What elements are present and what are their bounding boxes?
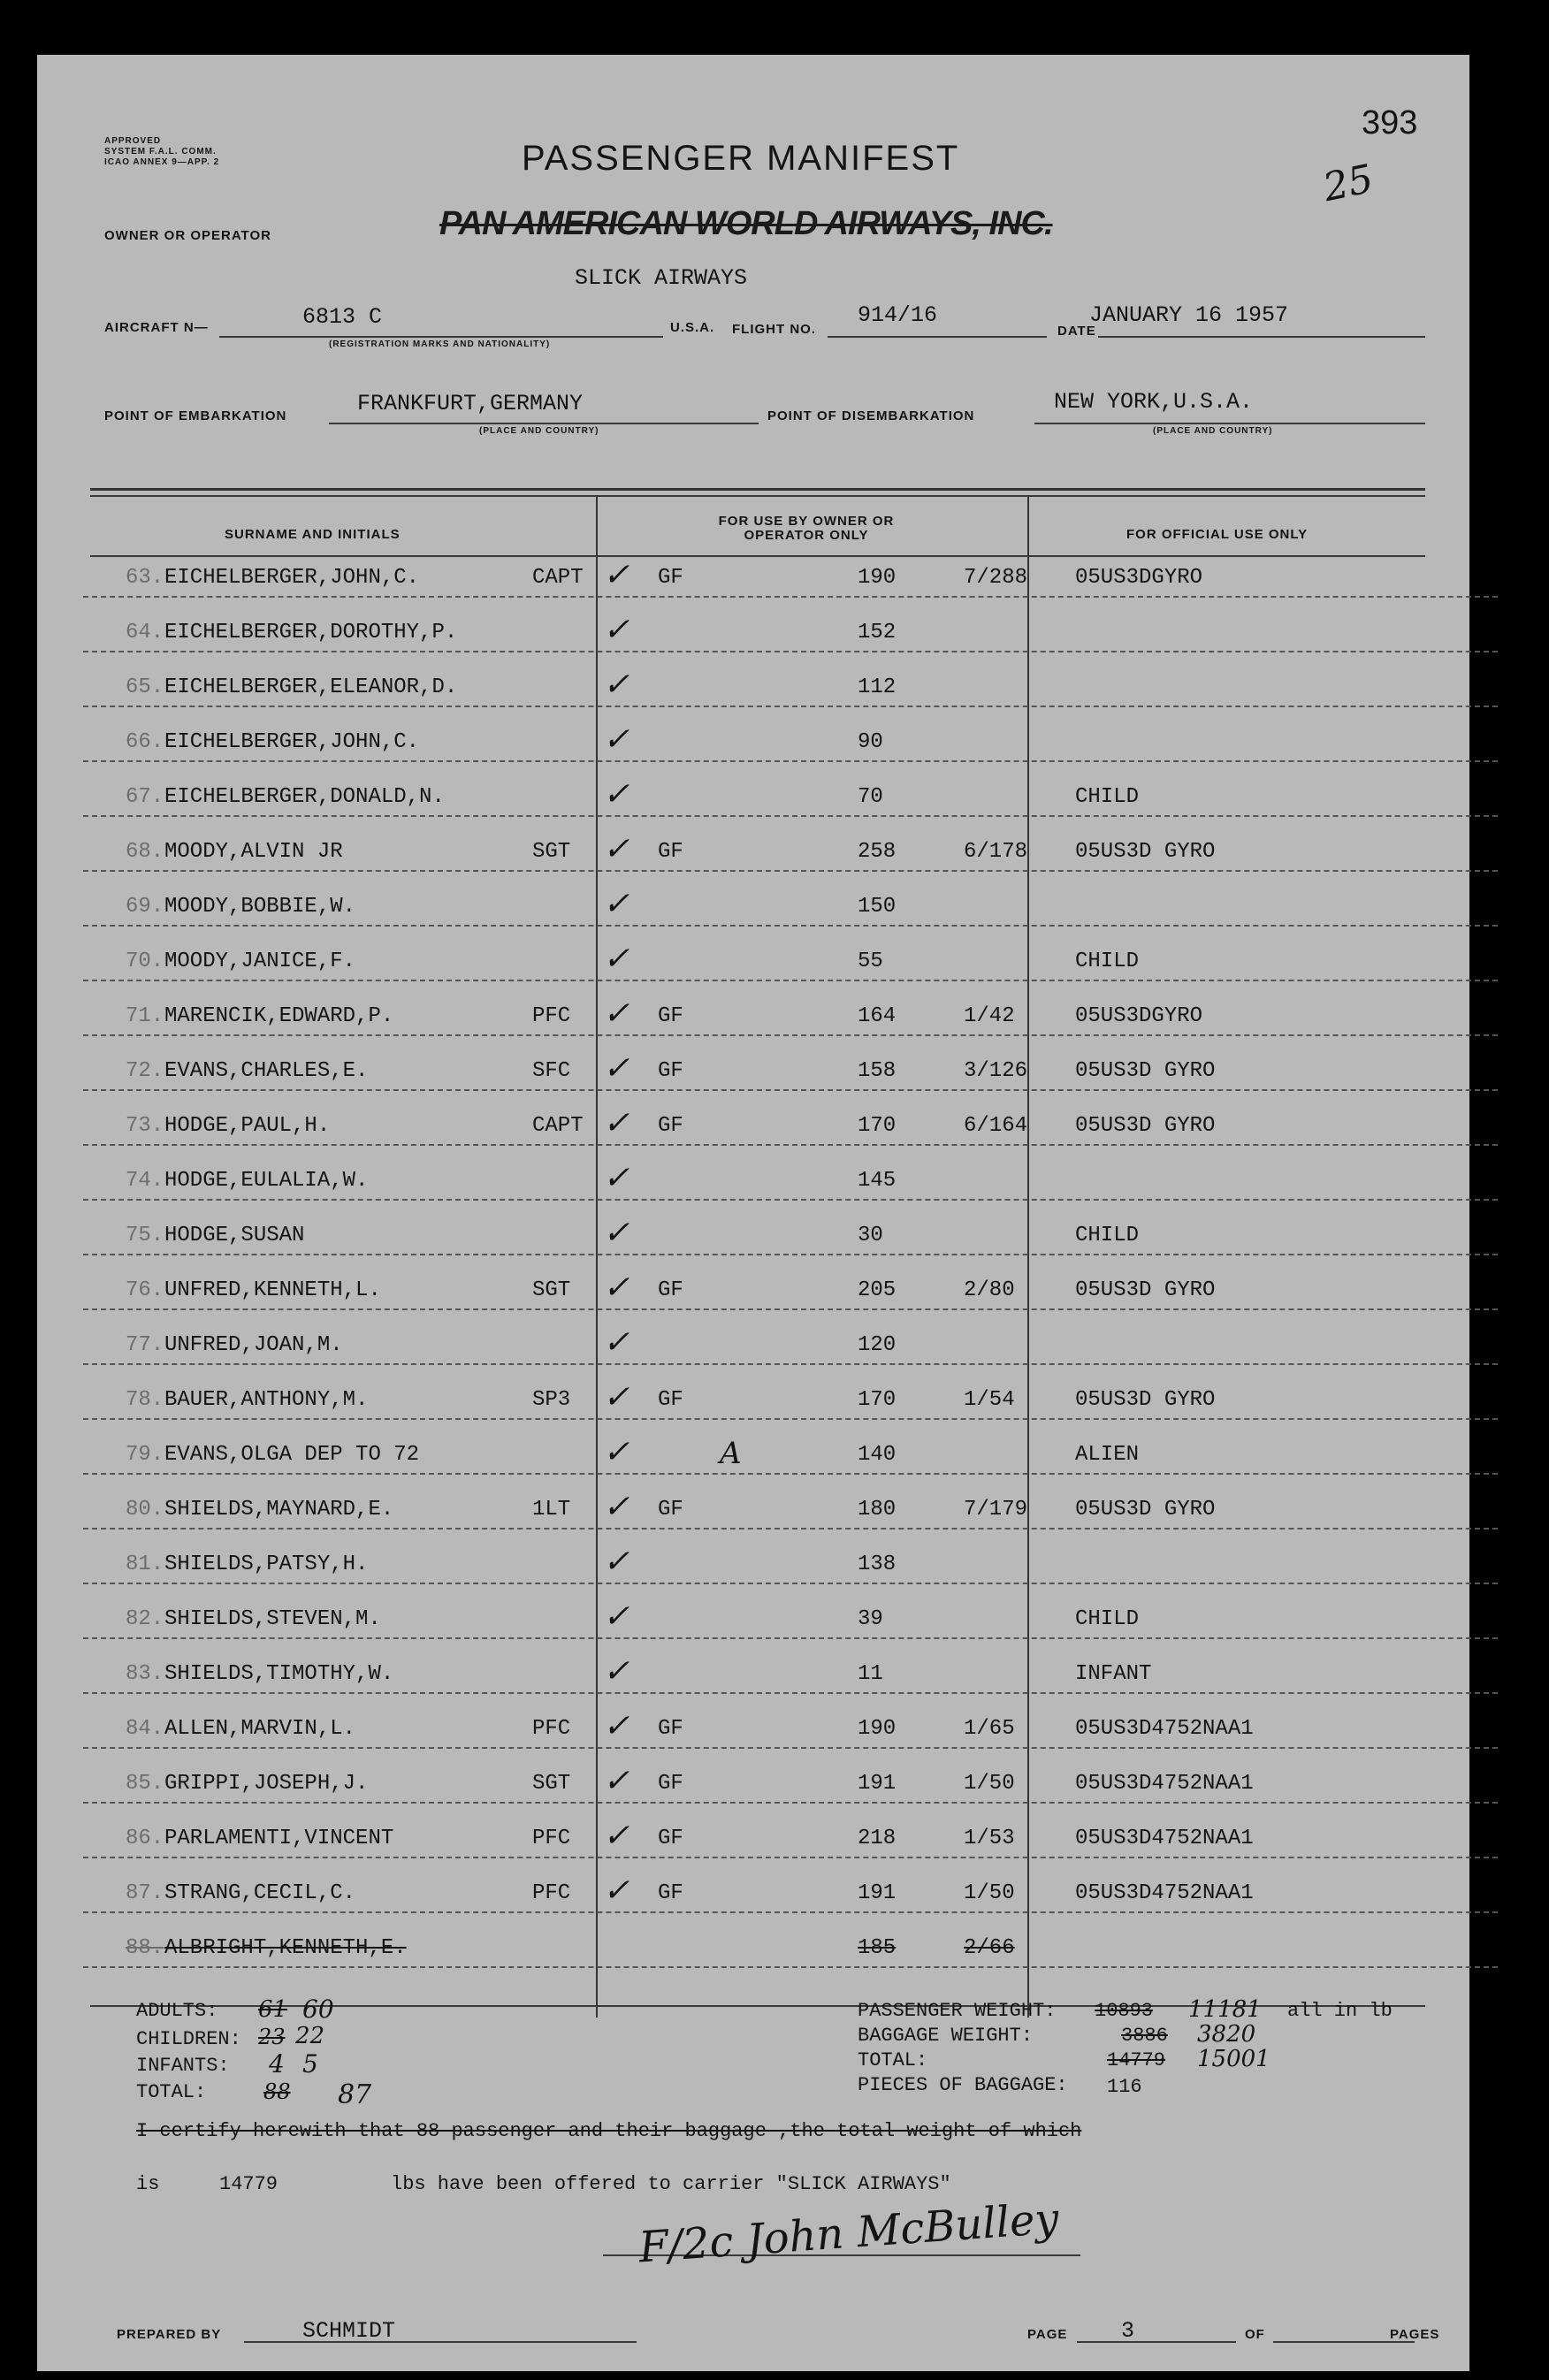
pax-weight-label: PASSENGER WEIGHT: — [858, 2000, 1057, 2022]
passenger-rank: PFC — [532, 1827, 571, 1850]
passenger-rank: PFC — [532, 1717, 571, 1741]
checkmark-icon: ✓ — [603, 1873, 630, 1909]
official-code: 05US3D4752NAA1 — [1075, 1827, 1254, 1850]
signature: F/2c John McBulley — [637, 2193, 1061, 2273]
passenger-weight: 140 — [858, 1443, 897, 1467]
passenger-name: BAUER,ANTHONY,M. — [164, 1388, 369, 1412]
certify-suffix: lbs have been offered to carrier "SLICK AIRWAYS" — [391, 2173, 951, 2195]
margin-note: all in lb — [1287, 2000, 1393, 2022]
baggage-count: 6/164 — [964, 1114, 1028, 1138]
row-number: 86. — [126, 1827, 164, 1850]
gf-code: GF — [658, 1059, 683, 1083]
official-code: 05US3D GYRO — [1075, 1114, 1216, 1138]
header-official-use: FOR OFFICIAL USE ONLY — [1126, 527, 1309, 542]
row-number: 76. — [126, 1278, 164, 1302]
pax-weight-new: 11181 — [1188, 1996, 1262, 2023]
passenger-name: ALLEN,MARVIN,L. — [164, 1717, 356, 1741]
official-code: 05US3D4752NAA1 — [1075, 1772, 1254, 1796]
passenger-rank: 1LT — [532, 1498, 571, 1522]
table-row — [83, 721, 1498, 762]
checkmark-icon: ✓ — [603, 1818, 630, 1854]
passenger-weight: 145 — [858, 1169, 897, 1193]
disembark-sublabel: (PLACE AND COUNTRY) — [1153, 426, 1273, 436]
passenger-name: HODGE,PAUL,H. — [164, 1114, 331, 1138]
passenger-name: UNFRED,JOAN,M. — [164, 1333, 343, 1357]
checkmark-icon: ✓ — [603, 995, 630, 1032]
checkmark-icon: ✓ — [603, 667, 630, 703]
passenger-rank: SFC — [532, 1059, 571, 1083]
passenger-weight: 170 — [858, 1114, 897, 1138]
corner-mark: 25 — [1319, 156, 1377, 211]
row-number: 83. — [126, 1662, 164, 1686]
gf-code: GF — [658, 1881, 683, 1905]
table-row — [83, 1050, 1498, 1091]
row-number: 80. — [126, 1498, 164, 1522]
passenger-weight: 90 — [858, 730, 883, 754]
checkmark-icon: ✓ — [603, 1050, 630, 1087]
children-new: 22 — [295, 2023, 325, 2049]
infants-new: 5 — [302, 2049, 318, 2079]
adults-old: 61 — [258, 1996, 288, 2023]
passenger-name: MOODY,JANICE,F. — [164, 950, 356, 973]
certify-value: 14779 — [219, 2173, 279, 2195]
table-row — [83, 1763, 1498, 1804]
gf-code: GF — [658, 1498, 683, 1522]
flight-label: FLIGHT NO. — [732, 322, 816, 337]
table-row — [83, 1215, 1498, 1255]
table-row — [83, 1324, 1498, 1365]
row-number: 75. — [126, 1224, 164, 1247]
checkmark-icon: ✓ — [603, 1544, 630, 1580]
total-weight-label: TOTAL: — [858, 2049, 928, 2071]
official-code: CHILD — [1075, 785, 1140, 809]
passenger-name: ALBRIGHT,KENNETH,E. — [164, 1936, 407, 1960]
official-code: 05US3D GYRO — [1075, 840, 1216, 864]
baggage-count: 2/80 — [964, 1278, 1015, 1302]
approval-line-3: ICAO ANNEX 9—APP. 2 — [104, 157, 220, 167]
children-label: CHILDREN: — [136, 2028, 241, 2050]
passenger-weight: 191 — [858, 1772, 897, 1796]
passenger-weight: 11 — [858, 1662, 883, 1686]
checkmark-icon: ✓ — [603, 941, 630, 977]
row-number: 63. — [126, 566, 164, 590]
gf-code: GF — [658, 1388, 683, 1412]
row-number: 70. — [126, 950, 164, 973]
table-row — [83, 1105, 1498, 1146]
passenger-name: EICHELBERGER,DOROTHY,P. — [164, 621, 458, 645]
checkmark-icon: ✓ — [603, 1379, 630, 1415]
total-weight-old: 14779 — [1107, 2049, 1166, 2071]
of-label: OF — [1245, 2327, 1265, 2342]
table-row — [83, 667, 1498, 707]
checkmark-icon: ✓ — [603, 776, 630, 812]
row-number: 88. — [126, 1936, 164, 1960]
pages-label: PAGES — [1390, 2327, 1440, 2342]
row-number: 78. — [126, 1388, 164, 1412]
passenger-weight: 185 — [858, 1936, 897, 1960]
prepared-value: SCHMIDT — [302, 2318, 396, 2344]
row-number: 66. — [126, 730, 164, 754]
baggage-weight-label: BAGGAGE WEIGHT: — [858, 2025, 1034, 2047]
table-row — [83, 995, 1498, 1036]
passenger-name: EVANS,OLGA DEP TO 72 — [164, 1443, 420, 1467]
checkmark-icon: ✓ — [603, 1653, 630, 1690]
row-number: 79. — [126, 1443, 164, 1467]
gf-code: GF — [658, 1114, 683, 1138]
passenger-rank: SP3 — [532, 1388, 571, 1412]
baggage-count: 1/65 — [964, 1717, 1015, 1741]
checkmark-icon: ✓ — [603, 1598, 630, 1635]
table-row — [83, 1653, 1498, 1694]
row-number: 74. — [126, 1169, 164, 1193]
table-row — [83, 1270, 1498, 1310]
baggage-count: 6/178 — [964, 840, 1028, 864]
gf-code: GF — [658, 1827, 683, 1850]
passenger-rank: CAPT — [532, 566, 584, 590]
passenger-weight: 30 — [858, 1224, 883, 1247]
operator-typed: SLICK AIRWAYS — [575, 265, 748, 291]
official-code: 05US3DGYRO — [1075, 1004, 1203, 1028]
total-new: 87 — [338, 2079, 372, 2110]
gf-code: GF — [658, 1004, 683, 1028]
passenger-rank: PFC — [532, 1881, 571, 1905]
header-surname: SURNAME AND INITIALS — [225, 527, 401, 542]
pieces-value: 116 — [1107, 2076, 1142, 2098]
table-row — [83, 1598, 1498, 1639]
row-number: 73. — [126, 1114, 164, 1138]
pax-weight-old: 10893 — [1095, 2000, 1154, 2022]
certify-line-1: I certify herewith that 88 passenger and their baggage ,the total weight of which — [136, 2120, 1082, 2142]
row-number: 85. — [126, 1772, 164, 1796]
row-number: 71. — [126, 1004, 164, 1028]
table-row — [83, 1708, 1498, 1749]
header-owner-use: FOR USE BY OWNER OR OPERATOR ONLY — [718, 514, 895, 543]
row-number: 69. — [126, 895, 164, 919]
gf-code: GF — [658, 840, 683, 864]
row-number: 84. — [126, 1717, 164, 1741]
checkmark-icon: ✓ — [603, 1489, 630, 1525]
table-row — [83, 1434, 1498, 1475]
passenger-name: EVANS,CHARLES,E. — [164, 1059, 369, 1083]
passenger-name: UNFRED,KENNETH,L. — [164, 1278, 381, 1302]
baggage-count: 1/50 — [964, 1772, 1015, 1796]
gf-code: GF — [658, 566, 683, 590]
adults-new: 60 — [302, 1995, 334, 2024]
table-row — [83, 1489, 1498, 1529]
passenger-weight: 218 — [858, 1827, 897, 1850]
passenger-rank: CAPT — [532, 1114, 584, 1138]
passenger-weight: 158 — [858, 1059, 897, 1083]
table-row — [83, 1544, 1498, 1584]
checkmark-icon: ✓ — [603, 886, 630, 922]
baggage-count: 2/66 — [964, 1936, 1015, 1960]
passenger-weight: 120 — [858, 1333, 897, 1357]
gf-code: GF — [658, 1278, 683, 1302]
passenger-name: MOODY,BOBBIE,W. — [164, 895, 356, 919]
date-label: DATE — [1057, 324, 1096, 339]
passenger-weight: 191 — [858, 1881, 897, 1905]
row-number: 82. — [126, 1607, 164, 1631]
nationality: U.S.A. — [670, 320, 715, 335]
disembark-label: POINT OF DISEMBARKATION — [767, 408, 975, 423]
passenger-name: SHIELDS,MAYNARD,E. — [164, 1498, 394, 1522]
passenger-weight: 55 — [858, 950, 883, 973]
table-row — [83, 776, 1498, 817]
passenger-rank: SGT — [532, 840, 571, 864]
passenger-name: EICHELBERGER,JOHN,C. — [164, 730, 420, 754]
table-row — [83, 1873, 1498, 1913]
prepared-label: PREPARED BY — [117, 2327, 222, 2342]
baggage-count: 7/288 — [964, 566, 1028, 590]
approval-line-1: APPROVED — [104, 136, 162, 146]
checkmark-icon: ✓ — [603, 1105, 630, 1141]
page-number-stamp: 393 — [1362, 104, 1418, 141]
owner-label: OWNER OR OPERATOR — [104, 228, 271, 243]
passenger-name: MOODY,ALVIN JR — [164, 840, 343, 864]
passenger-name: HODGE,SUSAN — [164, 1224, 305, 1247]
infants-label: INFANTS: — [136, 2055, 230, 2077]
official-code: 05US3D GYRO — [1075, 1498, 1216, 1522]
passenger-weight: 190 — [858, 1717, 897, 1741]
passenger-name: SHIELDS,STEVEN,M. — [164, 1607, 381, 1631]
passenger-weight: 180 — [858, 1498, 897, 1522]
row-number: 67. — [126, 785, 164, 809]
baggage-count: 1/50 — [964, 1881, 1015, 1905]
passenger-name: EICHELBERGER,DONALD,N. — [164, 785, 445, 809]
embark-sublabel: (PLACE AND COUNTRY) — [479, 426, 599, 436]
checkmark-icon: ✓ — [603, 1434, 630, 1470]
passenger-name: PARLAMENTI,VINCENT — [164, 1827, 394, 1850]
total-label: TOTAL: — [136, 2081, 207, 2103]
checkmark-icon: ✓ — [603, 612, 630, 648]
checkmark-icon: ✓ — [603, 1215, 630, 1251]
total-old: 88 — [263, 2079, 291, 2104]
embark-value: FRANKFURT,GERMANY — [357, 391, 584, 416]
passenger-name: GRIPPI,JOSEPH,J. — [164, 1772, 369, 1796]
passenger-weight: 152 — [858, 621, 897, 645]
checkmark-icon: ✓ — [603, 831, 630, 867]
checkmark-icon: ✓ — [603, 1708, 630, 1744]
passenger-weight: 39 — [858, 1607, 883, 1631]
certify-prefix: is — [136, 2173, 160, 2195]
table-row — [83, 886, 1498, 927]
row-number: 72. — [126, 1059, 164, 1083]
official-code: 05US3D4752NAA1 — [1075, 1717, 1254, 1741]
infants-old: 4 — [269, 2049, 285, 2079]
page-label: PAGE — [1027, 2327, 1068, 2342]
baggage-count: 3/126 — [964, 1059, 1028, 1083]
official-code: 05US3D4752NAA1 — [1075, 1881, 1254, 1905]
page-title: PASSENGER MANIFEST — [522, 139, 960, 178]
page-value: 3 — [1121, 2318, 1135, 2344]
passenger-weight: 190 — [858, 566, 897, 590]
checkmark-icon: ✓ — [603, 1270, 630, 1306]
passenger-rank: PFC — [532, 1004, 571, 1028]
passenger-name: SHIELDS,TIMOTHY,W. — [164, 1662, 394, 1686]
baggage-weight-new: 3820 — [1197, 2021, 1256, 2048]
row-number: 68. — [126, 840, 164, 864]
passenger-name: HODGE,EULALIA,W. — [164, 1169, 369, 1193]
aircraft-value: 6813 C — [302, 304, 383, 330]
official-code: CHILD — [1075, 950, 1140, 973]
passenger-rank: SGT — [532, 1772, 571, 1796]
row-number: 81. — [126, 1552, 164, 1576]
passenger-weight: 164 — [858, 1004, 897, 1028]
checkmark-icon: ✓ — [603, 557, 630, 593]
total-weight-new: 15001 — [1197, 2046, 1270, 2072]
passenger-weight: 70 — [858, 785, 883, 809]
manifest-page — [37, 55, 1469, 2371]
aircraft-label: AIRCRAFT N— — [104, 320, 209, 335]
official-code: ALIEN — [1075, 1443, 1140, 1467]
official-code: 05US3D GYRO — [1075, 1388, 1216, 1412]
alien-mark: A — [720, 1436, 742, 1471]
passenger-name: MARENCIK,EDWARD,P. — [164, 1004, 394, 1028]
table-row — [83, 612, 1498, 652]
official-code: CHILD — [1075, 1607, 1140, 1631]
table-row — [83, 1379, 1498, 1420]
gf-code: GF — [658, 1717, 683, 1741]
checkmark-icon: ✓ — [603, 1324, 630, 1361]
checkmark-icon: ✓ — [603, 721, 630, 758]
approval-line-2: SYSTEM F.A.L. COMM. — [104, 147, 217, 156]
passenger-name: EICHELBERGER,ELEANOR,D. — [164, 675, 458, 699]
passenger-weight: 138 — [858, 1552, 897, 1576]
row-number: 65. — [126, 675, 164, 699]
aircraft-sublabel: (REGISTRATION MARKS AND NATIONALITY) — [329, 339, 551, 349]
flight-value: 914/16 — [858, 302, 938, 328]
table-row — [83, 557, 1498, 598]
table-row — [83, 1160, 1498, 1201]
official-code: 05US3DGYRO — [1075, 566, 1203, 590]
passenger-weight: 258 — [858, 840, 897, 864]
adults-label: ADULTS: — [136, 2000, 218, 2022]
date-value: JANUARY 16 1957 — [1089, 302, 1289, 328]
passenger-weight: 112 — [858, 675, 897, 699]
checkmark-icon: ✓ — [603, 1160, 630, 1196]
gf-code: GF — [658, 1772, 683, 1796]
passenger-name: STRANG,CECIL,C. — [164, 1881, 356, 1905]
embark-label: POINT OF EMBARKATION — [104, 408, 287, 423]
baggage-count: 1/53 — [964, 1827, 1015, 1850]
row-number: 64. — [126, 621, 164, 645]
checkmark-icon: ✓ — [603, 1763, 630, 1799]
baggage-count: 1/42 — [964, 1004, 1015, 1028]
table-row — [83, 1933, 1498, 1968]
row-number: 87. — [126, 1881, 164, 1905]
table-row — [83, 941, 1498, 981]
official-code: 05US3D GYRO — [1075, 1059, 1216, 1083]
passenger-rank: SGT — [532, 1278, 571, 1302]
table-row — [83, 1818, 1498, 1858]
passenger-weight: 205 — [858, 1278, 897, 1302]
passenger-name: EICHELBERGER,JOHN,C. — [164, 566, 420, 590]
passenger-weight: 170 — [858, 1388, 897, 1412]
baggage-count: 7/179 — [964, 1498, 1028, 1522]
official-code: INFANT — [1075, 1662, 1152, 1686]
passenger-name: SHIELDS,PATSY,H. — [164, 1552, 369, 1576]
passenger-weight: 150 — [858, 895, 897, 919]
official-code: CHILD — [1075, 1224, 1140, 1247]
row-number: 77. — [126, 1333, 164, 1357]
official-code: 05US3D GYRO — [1075, 1278, 1216, 1302]
baggage-weight-old: 3886 — [1121, 2025, 1168, 2047]
disembark-value: NEW YORK,U.S.A. — [1054, 389, 1254, 415]
baggage-count: 1/54 — [964, 1388, 1015, 1412]
airline-name: PAN AMERICAN WORLD AIRWAYS, INC. — [439, 205, 1053, 242]
pieces-label: PIECES OF BAGGAGE: — [858, 2074, 1068, 2096]
children-old: 23 — [258, 2025, 286, 2049]
table-row — [83, 831, 1498, 872]
